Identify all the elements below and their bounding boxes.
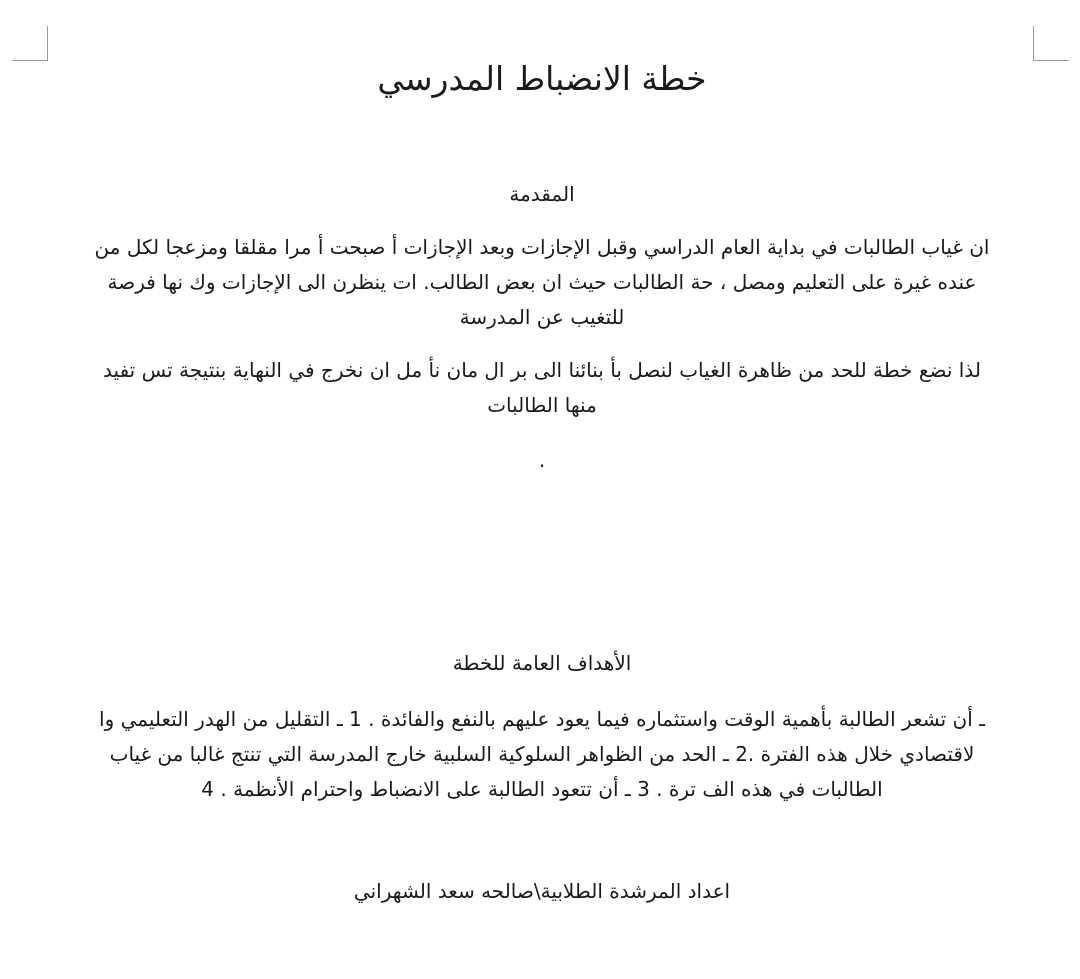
separator-dot: . [538, 448, 546, 472]
goals-paragraph [50, 702, 1034, 807]
intro-line-3: للتغيب عن المدرسة [459, 305, 625, 329]
intro-line-1: ان غياب الطالبات في بداية العام الدراسي وقبل الإجازات وبعد الإجازات أ صبحت أ مرا مقلقا ومزعجا لكل من [94, 235, 990, 259]
purpose-line-2: منها الطالبات [487, 393, 597, 417]
goals-line-3: الطالبات في هذه الف ترة . 3 ـ أن تتعود الطالبة على الانضباط واحترام الأنظمة . 4 [201, 777, 883, 801]
intro-paragraph [50, 230, 1034, 335]
purpose-paragraph [50, 353, 1034, 423]
goals-heading: الأهداف العامة للخطة [452, 651, 632, 675]
purpose-line-1: لذا نضع خطة للحد من ظاهرة الغياب لنصل بأ بنائنا الى بر ال مان نأ مل ان نخرج في النهاية بنتيجة تس تفيد [103, 358, 981, 382]
goals-line-1: ـ أن تشعر الطالبة بأهمية الوقت واستثماره فيما يعود عليهم بالنفع والفائدة . 1 ـ التقليل من الهدر التعليمي وا [99, 707, 985, 731]
intro-heading: المقدمة [509, 182, 575, 206]
document-title: خطة الانضباط المدرسي [377, 59, 707, 98]
intro-line-2: عنده غيرة على التعليم ومصل ، حة الطالبات حيث ان بعض الطالب. ات ينظرن الى الإجازات وك نها فرصة [107, 270, 977, 294]
crop-mark-top-right [1033, 26, 1069, 61]
crop-mark-top-left [12, 26, 48, 61]
goals-line-2: لاقتصادي خلال هذه الفترة .2 ـ الحد من الظواهر السلوكية السلبية خارج المدرسة التي تنتج غالبا من غياب [109, 742, 975, 766]
author-line: اعداد المرشدة الطلابية\صالحه سعد الشهراني [353, 879, 731, 903]
